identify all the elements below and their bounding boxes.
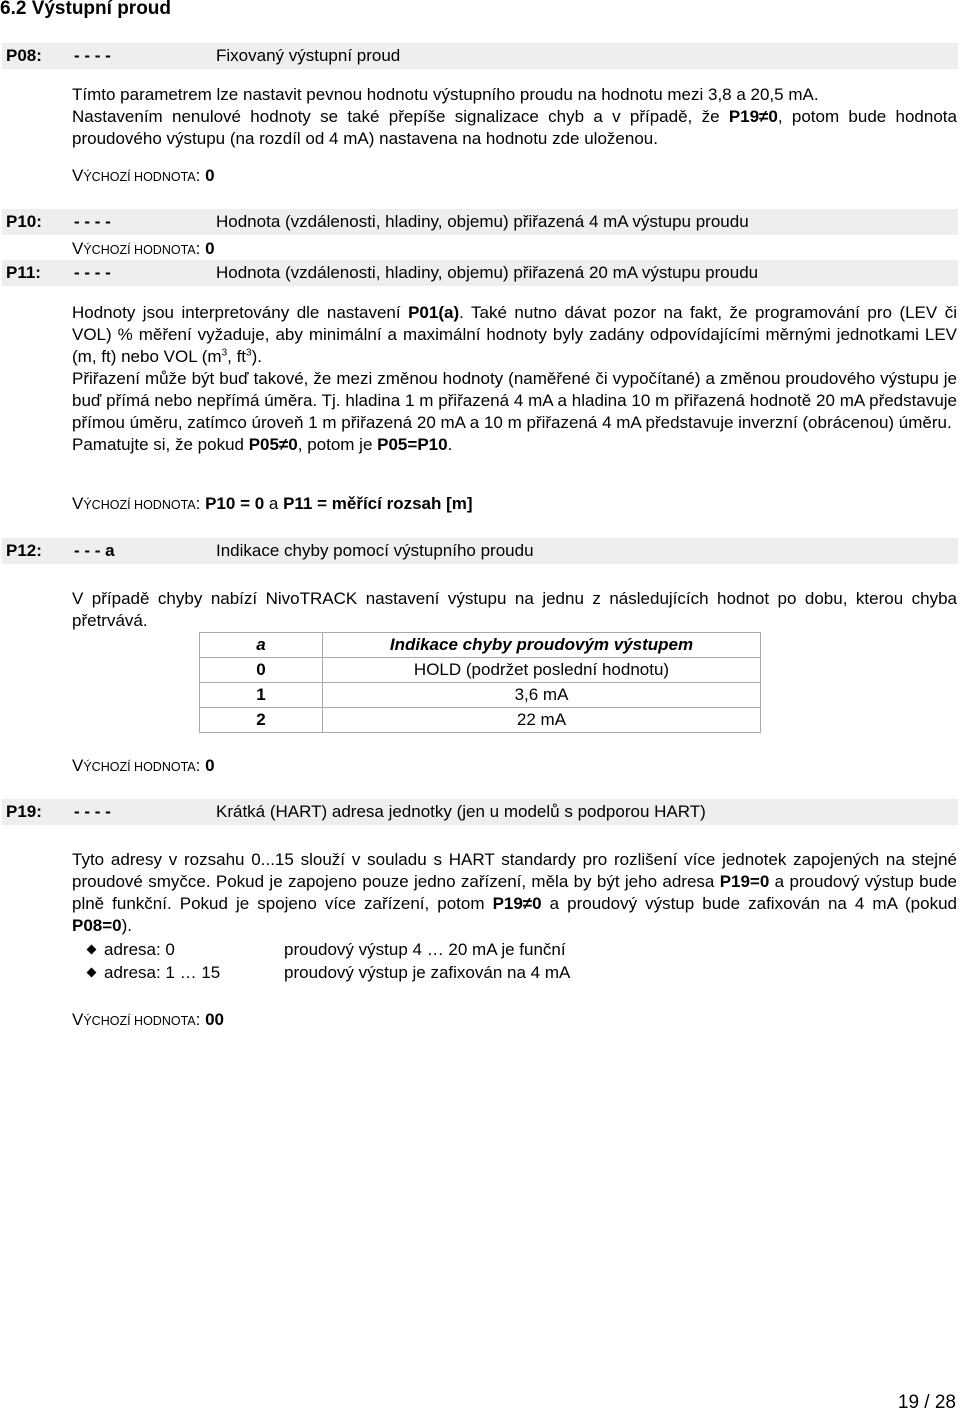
list-item: adresa: 1 … 15 proudový výstup je zafixován na 4 mA [88, 962, 220, 984]
table-row [200, 708, 761, 733]
diamond-bullet-icon [87, 968, 97, 978]
param-code: P10: [6, 212, 42, 231]
page-number: 19 / 28 [897, 1392, 956, 1413]
default-value: 0 [205, 756, 215, 775]
param-dashes: - - - - [74, 802, 111, 821]
table-header-cell: a [200, 633, 323, 658]
p11-default: VÝCHOZÍ HODNOTA: P10 = 0 a P11 = měřící rozsah [m] [72, 494, 473, 513]
table-header-cell: Indikace chyby proudovým výstupem [323, 633, 761, 658]
param-code: P19: [6, 802, 42, 821]
section-title: 6.2 Výstupní proud [0, 0, 172, 19]
diamond-bullet-icon [87, 945, 97, 955]
default-value: P11 = měřící rozsah [m] [283, 494, 473, 513]
param-header-p10 [2, 209, 958, 235]
default-value: 0 [205, 166, 215, 185]
param-title: Krátká (HART) adresa jednotky (jen u modelů s podporou HART) [216, 802, 706, 821]
p19-description: Tyto adresy v rozsahu 0...15 slouží v souladu s HART standardy pro rozlišení více jednotek zapojených na stejné proudové smyčce. Pokud je zapojeno pouze jedno zařízení, měla by být jeho adresa P19=0 a proudový výstup bude plně funkční. Pokud je spojeno více zařízení, potom P19≠0 a proudový výstup bude zafixován na 4 mA (pokud P08=0). [72, 850, 957, 935]
default-value: P10 = 0 [205, 494, 265, 513]
table-row [200, 658, 761, 683]
param-title: Hodnota (vzdálenosti, hladiny, objemu) přiřazená 20 mA výstupu proudu [216, 263, 759, 282]
table-cell: 22 mA [323, 708, 761, 733]
p08-description: Tímto parametrem lze nastavit pevnou hodnotu výstupního proudu na hodnotu mezi 3,8 a 20,5 mA. Nastavením nenulové hodnoty se také přepíše signalizace chyb a v případě, že P19≠0, potom bude hodnota proudového výstupu (na rozdíl od 4 mA) nastavena na hodnotu zde uloženou. [72, 85, 957, 148]
p10-default: VÝCHOZÍ HODNOTA: 0 [72, 239, 215, 258]
error-indication-table [199, 632, 761, 733]
param-dashes: - - - - [74, 46, 111, 65]
param-title: Indikace chyby pomocí výstupního proudu [216, 541, 534, 560]
table-cell: 2 [200, 708, 323, 733]
param-dashes: - - - - [74, 263, 111, 282]
param-header-p11 [2, 260, 958, 286]
default-value: 0 [205, 239, 215, 258]
param-header-p08 [2, 43, 958, 69]
table-cell: HOLD (podržet poslední hodnotu) [323, 658, 761, 683]
param-dashes: - - - - [74, 212, 111, 231]
default-value: 00 [205, 1010, 225, 1029]
param-title: Hodnota (vzdálenosti, hladiny, objemu) přiřazená 4 mA výstupu proudu [216, 212, 749, 231]
list-item: adresa: 0 proudový výstup 4 … 20 mA je funční [88, 939, 175, 961]
param-title: Fixovaný výstupní proud [216, 46, 401, 65]
param-header-p12 [2, 538, 958, 564]
table-header-row [200, 633, 761, 658]
table-cell: 3,6 mA [323, 683, 761, 708]
p12-default: VÝCHOZÍ HODNOTA: 0 [72, 756, 215, 775]
p12-description: V případě chyby nabízí NivoTRACK nastavení výstupu na jednu z následujících hodnot po dobu, kterou chyba přetrvává. [72, 589, 957, 630]
param-code: P08: [6, 46, 42, 65]
param-header-p19 [2, 799, 958, 825]
table-row [200, 683, 761, 708]
p11-description: Hodnoty jsou interpretovány dle nastavení P01(a). Také nutno dávat pozor na fakt, že programování pro (LEV či VOL) % měření vyžaduje, aby minimální a maximální hodnoty byly zadány odpovídajícími měrnými jednotkami LEV (m, ft) nebo VOL ($m^3$, $ft^3$). Přiřazení může být buď takové, že mezi změnou hodnoty (naměřené či vypočítané) a změnou proudového výstupu je buď přímá nebo nepřímá úměra. Tj. hladina 1 m přiřazená 4 mA a hladina 10 m přiřazená hodnotě 20 mA představuje přímou úměru, zatímco úroveň 1 m přiřazená 20 mA a 10 m přiřazená 4 mA představuje inverzní (obrácenou) úměru. Pamatujte si, že pokud P05≠0, potom je P05=P10. [72, 303, 957, 454]
param-code: P11: [6, 263, 41, 282]
p08-default: VÝCHOZÍ HODNOTA: 0 [72, 166, 215, 185]
table-cell: 0 [200, 658, 323, 683]
p19-default: VÝCHOZÍ HODNOTA: 00 [72, 1010, 225, 1029]
param-code: P12: [6, 541, 42, 560]
param-dashes: - - - a [74, 541, 115, 560]
table-cell: 1 [200, 683, 323, 708]
